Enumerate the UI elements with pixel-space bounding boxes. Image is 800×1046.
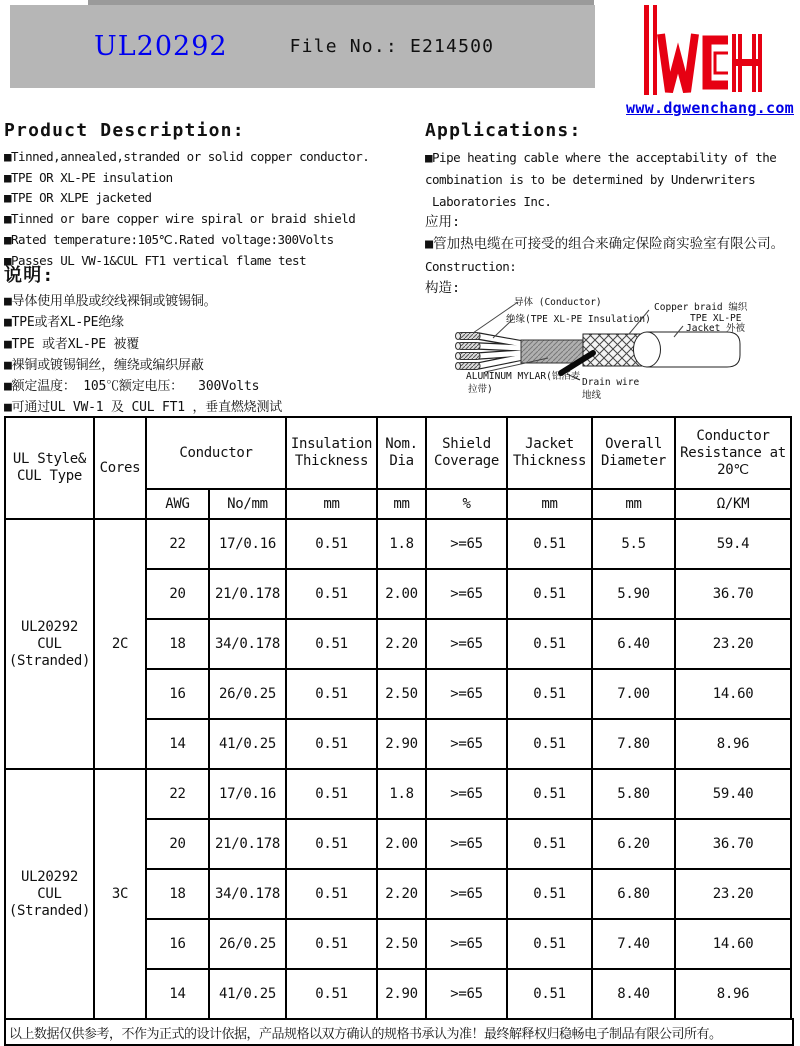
- cell-style-type: UL20292 CUL (Stranded): [5, 519, 94, 769]
- construction-label: Construction:: [425, 258, 517, 274]
- conductor-ends: [456, 333, 481, 370]
- table-cell: 0.51: [286, 619, 377, 669]
- table-cell: 2.20: [377, 619, 426, 669]
- table-cell: >=65: [426, 669, 507, 719]
- table-cell: 14.60: [675, 919, 791, 969]
- table-cell: 0.51: [507, 869, 592, 919]
- table-cell: 8.40: [592, 969, 675, 1019]
- product-description-item: ■Tinned or bare copper wire spiral or braid shield: [4, 211, 356, 227]
- table-cell: 2.90: [377, 969, 426, 1019]
- diagram-label-mylar-2: 拉带): [468, 384, 493, 395]
- table-cell: 0.51: [507, 619, 592, 669]
- shuoming-item: ■可通过UL VW-1 及 CUL FT1 ，垂直燃烧测试: [4, 400, 283, 416]
- applications-line: Laboratories Inc.: [425, 193, 552, 209]
- table-cell: 0.51: [507, 969, 592, 1019]
- table-cell: 23.20: [675, 619, 791, 669]
- table-cell: 22: [146, 769, 209, 819]
- table-cell: 23.20: [675, 869, 791, 919]
- table-cell: 0.51: [507, 569, 592, 619]
- table-cell: 20: [146, 819, 209, 869]
- shuoming-item: ■TPE 或者XL-PE 被覆: [4, 336, 140, 352]
- jacket-end: [634, 332, 661, 367]
- website-link[interactable]: www.dgwenchang.com: [626, 99, 794, 117]
- product-description-item: ■Rated temperature:105℃.Rated voltage:300Volts: [4, 231, 334, 247]
- col-header-jacket: Jacket Thickness: [507, 417, 592, 489]
- table-cell: 0.51: [286, 919, 377, 969]
- unit-awg: AWG: [146, 489, 209, 519]
- shuoming-item: ■额定温度： 105℃额定电压： 300Volts: [4, 379, 260, 395]
- table-cell: 2.20: [377, 869, 426, 919]
- table-cell: >=65: [426, 969, 507, 1019]
- table-cell: 0.51: [507, 769, 592, 819]
- table-cell: 0.51: [286, 769, 377, 819]
- diagram-label-jacket-1: TPE XL-PE: [690, 313, 742, 324]
- unit-resistance: Ω/KM: [675, 489, 791, 519]
- table-cell: 7.40: [592, 919, 675, 969]
- col-header-insulation: Insulation Thickness: [286, 417, 377, 489]
- spec-table-section: [4, 416, 794, 1046]
- product-description-heading: Product Description:: [4, 120, 245, 141]
- unit-nom-dia: mm: [377, 489, 426, 519]
- col-header-resistance: Conductor Resistance at 20℃: [675, 417, 791, 489]
- cable-construction-diagram: [433, 286, 797, 414]
- table-cell: 0.51: [286, 569, 377, 619]
- cell-cores: 2C: [94, 519, 146, 769]
- table-cell: 36.70: [675, 569, 791, 619]
- table-cell: 14: [146, 969, 209, 1019]
- table-cell: 2.50: [377, 919, 426, 969]
- shuoming-item: ■裸铜或镀锡铜丝，缠绕或编织屏蔽: [4, 357, 204, 373]
- table-cell: 0.51: [286, 719, 377, 769]
- table-cell: 26/0.25: [209, 669, 286, 719]
- table-cell: 16: [146, 919, 209, 969]
- table-cell: >=65: [426, 569, 507, 619]
- table-cell: 8.96: [675, 969, 791, 1019]
- table-cell: 2.90: [377, 719, 426, 769]
- table-cell: 34/0.178: [209, 619, 286, 669]
- table-cell: 21/0.178: [209, 569, 286, 619]
- diagram-label-insulation: 绝缘(TPE XL-PE Insulation): [506, 314, 651, 325]
- shuoming-heading: 说明:: [4, 265, 55, 286]
- table-cell: 1.8: [377, 519, 426, 569]
- table-cell: 20: [146, 569, 209, 619]
- spec-table: [4, 416, 792, 1020]
- diagram-label-mylar-1: ALUMINUM MYLAR(铝箔麦: [466, 371, 581, 382]
- table-cell: 2.00: [377, 819, 426, 869]
- product-description-item: ■TPE OR XLPE jacketed: [4, 190, 152, 206]
- product-description-section: [4, 119, 424, 271]
- table-cell: 0.51: [507, 519, 592, 569]
- col-header-cores: Cores: [94, 417, 146, 519]
- table-cell: 6.80: [592, 869, 675, 919]
- shuoming-item: ■TPE或者XL-PE绝缘: [4, 315, 124, 331]
- shuoming-section: [4, 264, 432, 419]
- table-cell: 34/0.178: [209, 869, 286, 919]
- header-row: [5, 417, 791, 489]
- table-cell: 26/0.25: [209, 919, 286, 969]
- title-bar: [10, 5, 595, 88]
- unit-insulation: mm: [286, 489, 377, 519]
- table-row: [5, 769, 791, 819]
- cell-cores: 3C: [94, 769, 146, 1019]
- table-cell: >=65: [426, 769, 507, 819]
- applications-heading: Applications:: [425, 120, 582, 141]
- table-cell: 0.51: [286, 969, 377, 1019]
- table-cell: 0.51: [507, 669, 592, 719]
- col-header-conductor: Conductor: [146, 417, 286, 489]
- insulated-wires: [478, 336, 523, 366]
- col-header-style-type: UL Style& CUL Type: [5, 417, 94, 519]
- applications-section: [425, 119, 798, 300]
- table-cell: 41/0.25: [209, 969, 286, 1019]
- table-cell: 17/0.16: [209, 769, 286, 819]
- applications-cn-label: 应用:: [425, 214, 461, 231]
- company-logo-icon: [642, 4, 764, 96]
- table-cell: 0.51: [286, 669, 377, 719]
- diagram-label-jacket-2: Jacket 外被: [686, 323, 746, 334]
- table-cell: 41/0.25: [209, 719, 286, 769]
- table-cell: 2.00: [377, 569, 426, 619]
- table-cell: >=65: [426, 919, 507, 969]
- file-number: File No.: E214500: [289, 36, 495, 57]
- table-cell: 0.51: [507, 719, 592, 769]
- table-cell: 5.80: [592, 769, 675, 819]
- table-cell: 0.51: [286, 869, 377, 919]
- table-cell: 21/0.178: [209, 819, 286, 869]
- table-cell: 8.96: [675, 719, 791, 769]
- product-description-list: [4, 147, 424, 271]
- table-cell: 17/0.16: [209, 519, 286, 569]
- table-cell: 0.51: [286, 819, 377, 869]
- table-cell: 14: [146, 719, 209, 769]
- construction-cn-label: 构造:: [425, 279, 461, 296]
- shuoming-list: [4, 291, 432, 419]
- table-cell: 0.51: [286, 519, 377, 569]
- cell-style-type: UL20292 CUL (Stranded): [5, 769, 94, 1019]
- diagram-label-conductor: 导体 (Conductor): [514, 297, 602, 308]
- table-cell: >=65: [426, 519, 507, 569]
- table-cell: 0.51: [507, 819, 592, 869]
- shuoming-item: ■导体使用单股或绞线裸铜或镀锡铜。: [4, 294, 217, 309]
- table-cell: 59.40: [675, 769, 791, 819]
- table-cell: >=65: [426, 719, 507, 769]
- table-cell: 5.5: [592, 519, 675, 569]
- table-cell: 36.70: [675, 819, 791, 869]
- disclaimer: 以上数据仅供参考，不作为正式的设计依据，产品规格以双方确认的规格书承认为准！最终解释权归稳畅电子制品有限公司所有。: [4, 1018, 794, 1046]
- table-cell: >=65: [426, 819, 507, 869]
- table-cell: >=65: [426, 619, 507, 669]
- unit-no-mm: No/mm: [209, 489, 286, 519]
- table-cell: 16: [146, 669, 209, 719]
- aluminum-mylar-section: [521, 340, 583, 363]
- applications-cn-item: ■管加热电缆在可接受的组合来确定保险商实验室有限公司。: [425, 236, 785, 253]
- table-cell: 7.00: [592, 669, 675, 719]
- unit-overall: mm: [592, 489, 675, 519]
- diagram-label-copper-braid: Copper braid 编织: [654, 302, 748, 313]
- col-header-nom-dia: Nom. Dia: [377, 417, 426, 489]
- table-cell: 1.8: [377, 769, 426, 819]
- table-cell: >=65: [426, 869, 507, 919]
- table-cell: 7.80: [592, 719, 675, 769]
- product-description-item: ■Passes UL VW-1&CUL FT1 vertical flame test: [4, 252, 307, 268]
- applications-line: combination is to be determined by Underwriters: [425, 171, 756, 187]
- diagram-label-drain-2: 地线: [582, 390, 602, 401]
- table-cell: 0.51: [507, 919, 592, 969]
- table-cell: 6.40: [592, 619, 675, 669]
- col-header-shield: Shield Coverage: [426, 417, 507, 489]
- table-row: [5, 519, 791, 569]
- product-description-item: ■Tinned,annealed,stranded or solid copper conductor.: [4, 149, 370, 164]
- diagram-label-drain-1: Drain wire: [582, 377, 640, 388]
- applications-lines: [425, 147, 798, 212]
- page-title: UL20292: [94, 31, 228, 62]
- applications-line: ■Pipe heating cable where the acceptability of the: [425, 150, 777, 165]
- table-cell: 59.4: [675, 519, 791, 569]
- product-description-item: ■TPE OR XL-PE insulation: [4, 169, 173, 185]
- unit-shield: %: [426, 489, 507, 519]
- table-cell: 6.20: [592, 819, 675, 869]
- table-cell: 5.90: [592, 569, 675, 619]
- table-cell: 14.60: [675, 669, 791, 719]
- table-cell: 18: [146, 869, 209, 919]
- table-cell: 22: [146, 519, 209, 569]
- table-cell: 2.50: [377, 669, 426, 719]
- col-header-overall: Overall Diameter: [592, 417, 675, 489]
- unit-jacket: mm: [507, 489, 592, 519]
- table-cell: 18: [146, 619, 209, 669]
